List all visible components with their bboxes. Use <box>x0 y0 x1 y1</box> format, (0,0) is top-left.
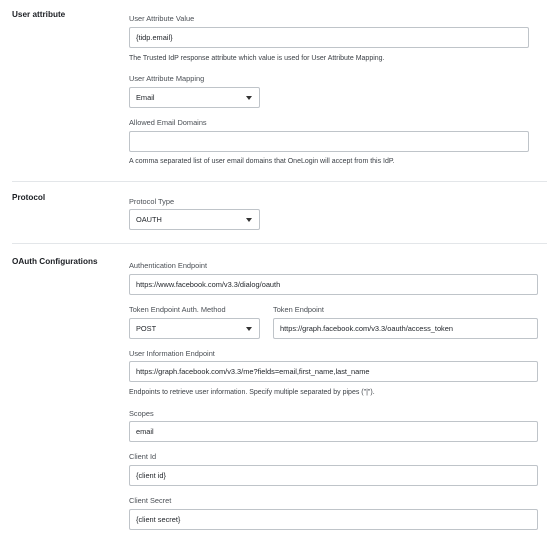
client-secret-input[interactable]: {client secret} <box>129 509 538 530</box>
allowed-email-domains-input[interactable] <box>129 131 529 152</box>
chevron-down-icon <box>246 327 252 331</box>
user-attribute-mapping-value: Email <box>136 93 155 102</box>
section-divider <box>12 181 547 182</box>
userinfo-endpoint-input[interactable]: https://graph.facebook.com/v3.3/me?fields=email,first_name,last_name <box>129 361 538 382</box>
userinfo-endpoint-label: User Information Endpoint <box>129 349 215 358</box>
scopes-input[interactable]: email <box>129 421 538 442</box>
user-attribute-value-input[interactable]: {tidp.email} <box>129 27 529 48</box>
chevron-down-icon <box>246 96 252 100</box>
allowed-email-domains-label: Allowed Email Domains <box>129 118 207 127</box>
client-id-label: Client Id <box>129 452 157 461</box>
userinfo-endpoint-help: Endpoints to retrieve user information. Specify multiple separated by pipes ("|"). <box>129 389 375 396</box>
protocol-type-label: Protocol Type <box>129 197 175 206</box>
token-endpoint-label: Token Endpoint <box>273 305 324 314</box>
auth-endpoint-input[interactable]: https://www.facebook.com/v3.3/dialog/oauth <box>129 274 538 295</box>
section-title-protocol: Protocol <box>12 193 46 202</box>
section-title-oauth: OAuth Configurations <box>12 257 98 266</box>
protocol-type-value: OAUTH <box>136 215 162 224</box>
client-secret-label: Client Secret <box>129 496 172 505</box>
auth-endpoint-label: Authentication Endpoint <box>129 261 208 270</box>
token-method-value: POST <box>136 324 157 333</box>
section-divider <box>12 243 547 244</box>
token-endpoint-input[interactable]: https://graph.facebook.com/v3.3/oauth/access_token <box>273 318 538 339</box>
protocol-type-select[interactable] <box>129 209 260 230</box>
allowed-email-domains-help: A comma separated list of user email domains that OneLogin will accept from this IdP. <box>129 158 395 165</box>
user-attribute-mapping-select[interactable] <box>129 87 260 108</box>
token-method-select[interactable] <box>129 318 260 339</box>
chevron-down-icon <box>246 218 252 222</box>
scopes-label: Scopes <box>129 409 154 418</box>
client-id-input[interactable]: {client id} <box>129 465 538 486</box>
section-title-user-attribute: User attribute <box>12 10 66 19</box>
user-attribute-mapping-label: User Attribute Mapping <box>129 74 205 83</box>
token-method-label: Token Endpoint Auth. Method <box>129 305 226 314</box>
user-attribute-value-label: User Attribute Value <box>129 14 195 23</box>
user-attribute-value-help: The Trusted IdP response attribute which value is used for User Attribute Mapping. <box>129 55 385 62</box>
